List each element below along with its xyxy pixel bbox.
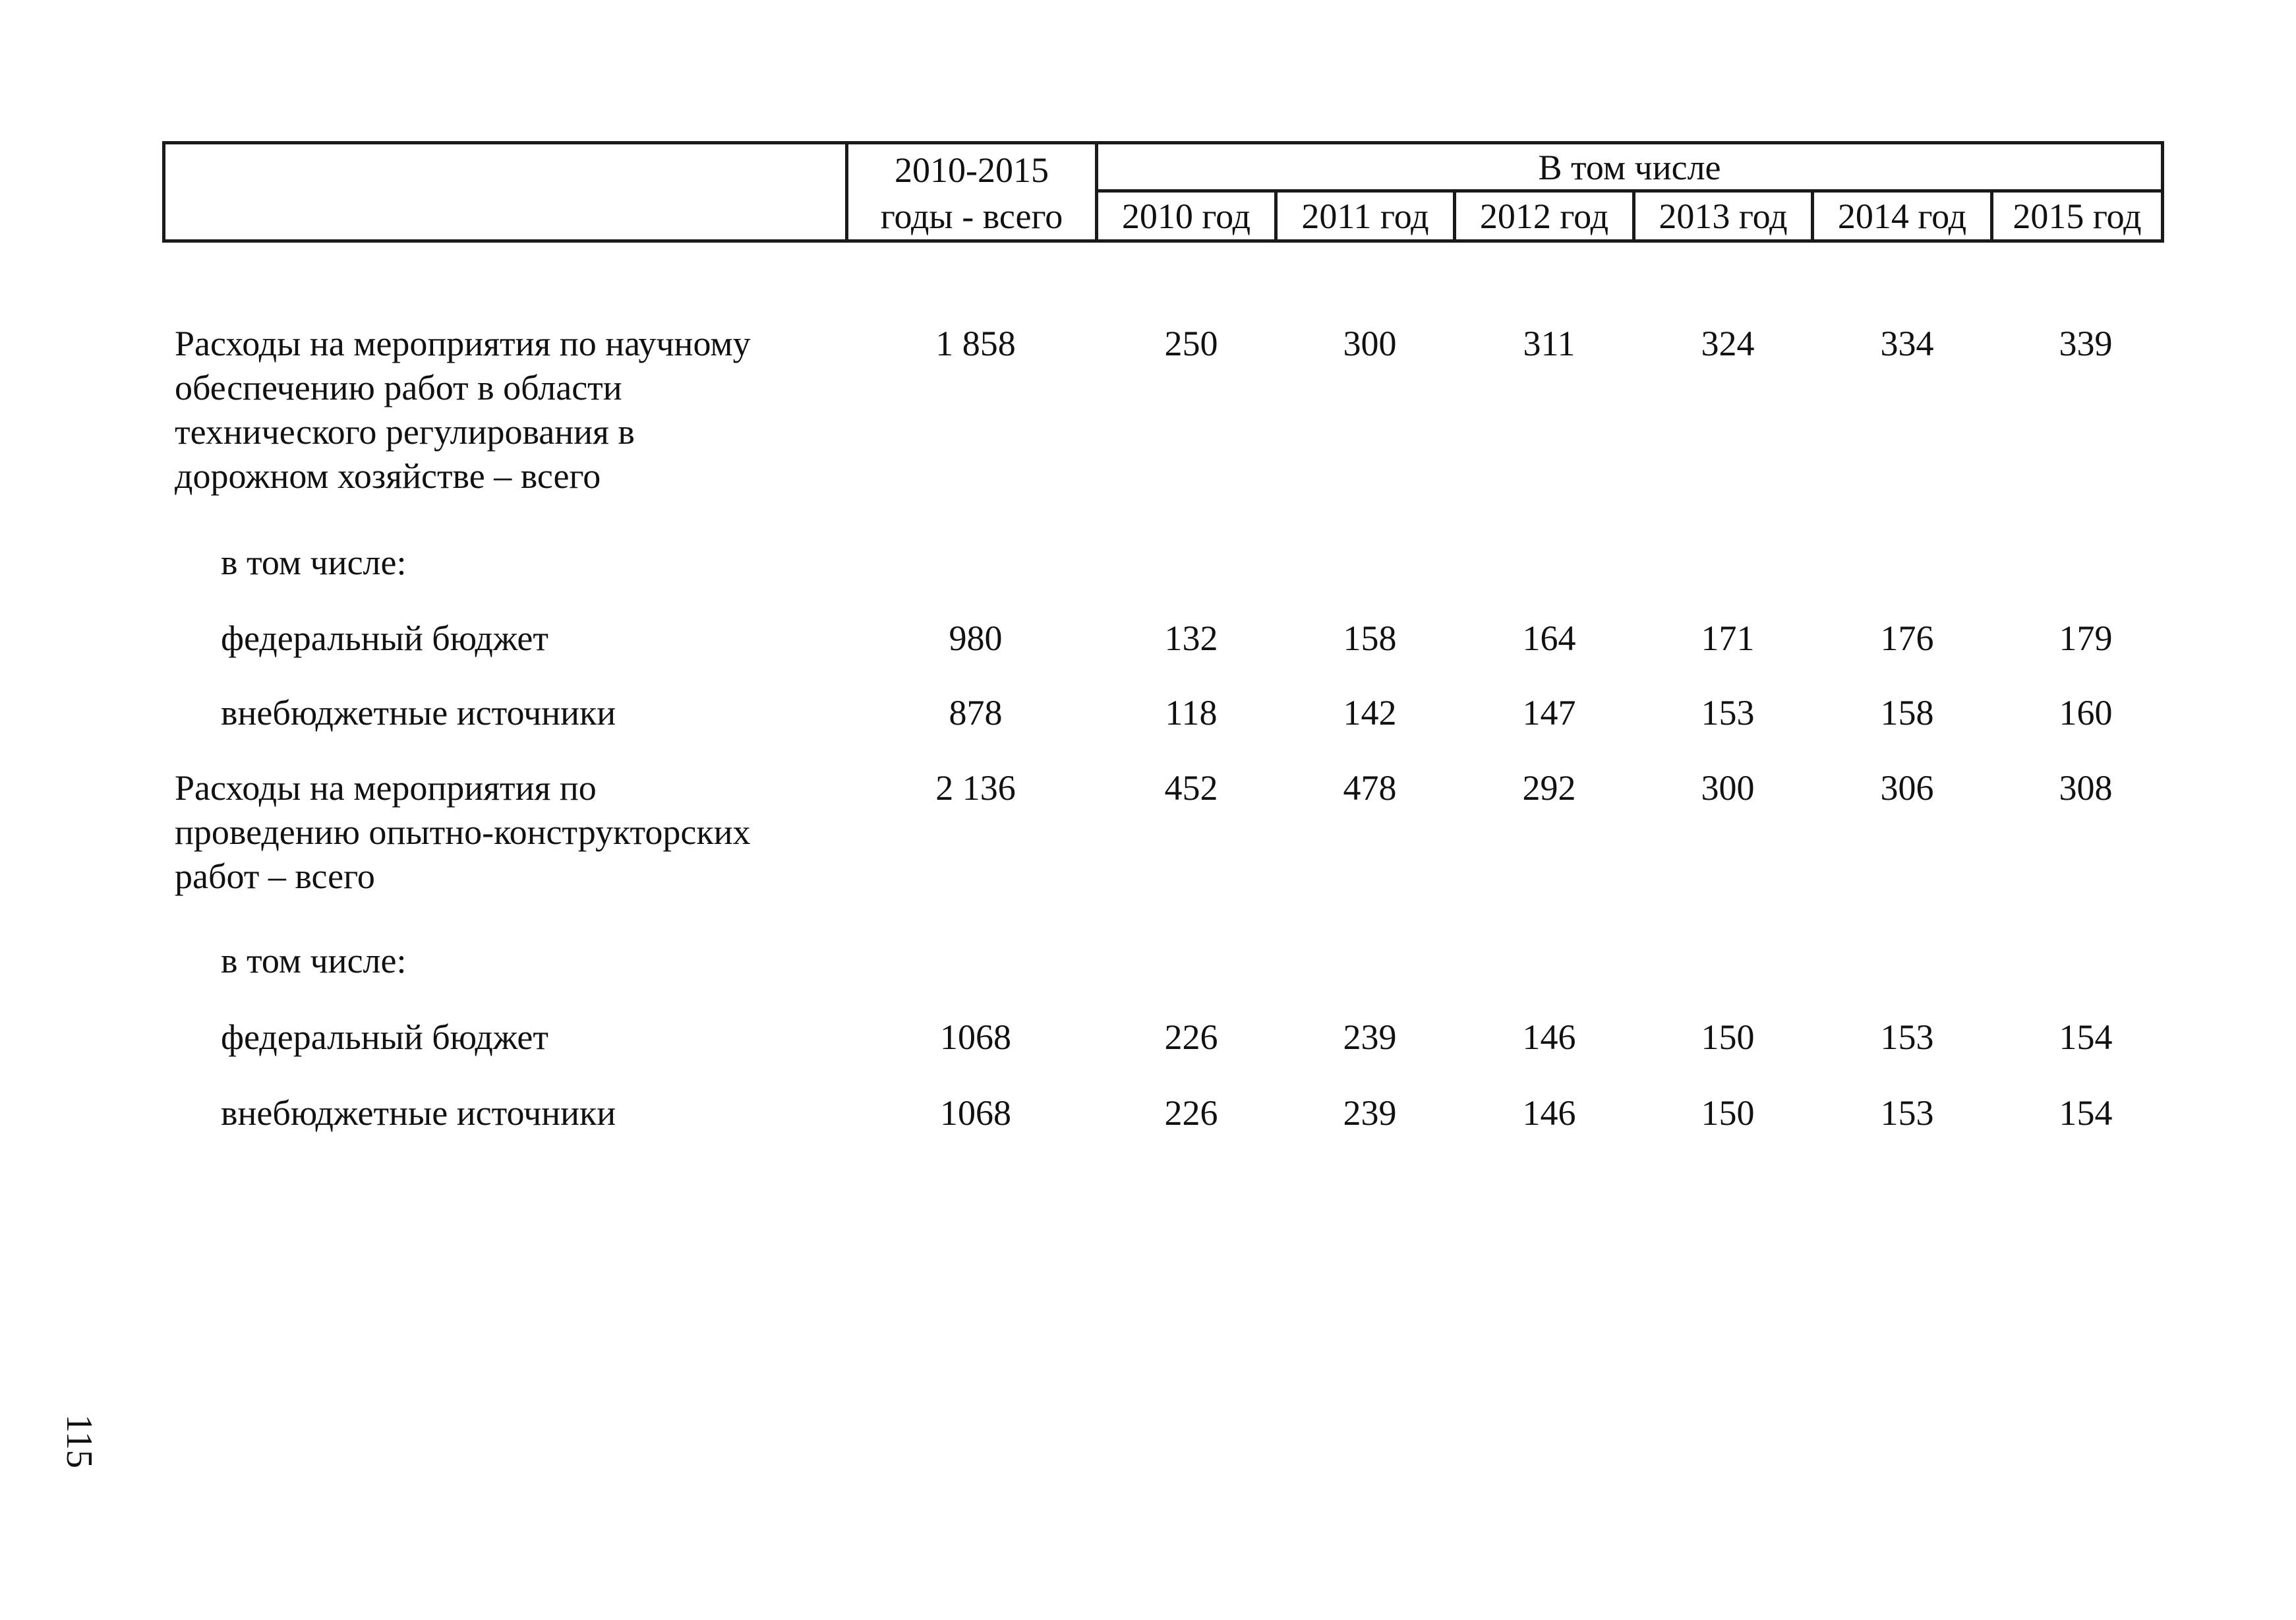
table-cell: 339 bbox=[2059, 324, 2113, 363]
table-cell: 1068 bbox=[940, 1093, 1011, 1133]
table-cell: 1 858 bbox=[935, 324, 1016, 363]
row-label: внебюджетные источники bbox=[221, 693, 616, 733]
header-group-label: В том числе bbox=[1538, 148, 1721, 187]
row-label: внебюджетные источники bbox=[221, 1093, 616, 1133]
header-year: 2013 год bbox=[1659, 196, 1788, 236]
table-cell: 226 bbox=[1164, 1093, 1218, 1133]
header-year: 2011 год bbox=[1301, 196, 1429, 236]
table-cell: 179 bbox=[2059, 618, 2113, 658]
table-cell: 164 bbox=[1522, 618, 1576, 658]
header-year: 2014 год bbox=[1837, 196, 1967, 236]
table-cell: 324 bbox=[1701, 324, 1755, 363]
table-cell: 146 bbox=[1522, 1093, 1576, 1133]
header-year: 2012 год bbox=[1479, 196, 1609, 236]
header-divider bbox=[1095, 189, 2161, 193]
row-label: в том числе: bbox=[221, 543, 407, 582]
page-number: 115 bbox=[59, 1414, 100, 1468]
table-cell: 146 bbox=[1522, 1017, 1576, 1057]
row-label: федеральный бюджет bbox=[221, 1017, 548, 1057]
header-year: 2015 год bbox=[2013, 196, 2142, 236]
table-cell: 2 136 bbox=[935, 768, 1016, 808]
table-cell: 150 bbox=[1701, 1017, 1755, 1057]
table-cell: 334 bbox=[1880, 324, 1934, 363]
table-cell: 308 bbox=[2059, 768, 2113, 808]
table-cell: 1068 bbox=[940, 1017, 1011, 1057]
table-cell: 153 bbox=[1880, 1017, 1934, 1057]
table-cell: 452 bbox=[1164, 768, 1218, 808]
header-total-line1: 2010-2015 bbox=[895, 150, 1049, 190]
table-cell: 153 bbox=[1880, 1093, 1934, 1133]
row-label: Расходы на мероприятия по проведению опытно-конструкторских работ – всего bbox=[175, 768, 751, 896]
table-cell: 300 bbox=[1343, 324, 1397, 363]
table-cell: 160 bbox=[2059, 693, 2113, 733]
row-label: в том числе: bbox=[221, 941, 407, 980]
table-cell: 226 bbox=[1164, 1017, 1218, 1057]
table-cell: 292 bbox=[1522, 768, 1576, 808]
table-cell: 980 bbox=[949, 618, 1003, 658]
table-cell: 153 bbox=[1701, 693, 1755, 733]
table-cell: 154 bbox=[2059, 1017, 2113, 1057]
table-cell: 118 bbox=[1165, 693, 1218, 733]
header-total-line2: годы - всего bbox=[880, 196, 1063, 236]
table-cell: 150 bbox=[1701, 1093, 1755, 1133]
table-cell: 250 bbox=[1164, 324, 1218, 363]
table-cell: 239 bbox=[1343, 1093, 1397, 1133]
table-cell: 158 bbox=[1343, 618, 1397, 658]
table-cell: 154 bbox=[2059, 1093, 2113, 1133]
header-year: 2010 год bbox=[1121, 196, 1251, 236]
row-label: Расходы на мероприятия по научному обеспечению работ в области технического регулирования в дорожном хозяйстве – всего bbox=[175, 324, 751, 496]
table-cell: 239 bbox=[1343, 1017, 1397, 1057]
table-cell: 300 bbox=[1701, 768, 1755, 808]
table-cell: 878 bbox=[949, 693, 1003, 733]
table-cell: 142 bbox=[1343, 693, 1397, 733]
table-cell: 176 bbox=[1880, 618, 1934, 658]
table-cell: 171 bbox=[1701, 618, 1755, 658]
table-cell: 478 bbox=[1343, 768, 1397, 808]
table-cell: 158 bbox=[1880, 693, 1934, 733]
table-cell: 311 bbox=[1523, 324, 1575, 363]
table-cell: 147 bbox=[1522, 693, 1576, 733]
table-header bbox=[162, 141, 2164, 243]
row-label: федеральный бюджет bbox=[221, 618, 548, 658]
table-cell: 306 bbox=[1880, 768, 1934, 808]
table-cell: 132 bbox=[1164, 618, 1218, 658]
